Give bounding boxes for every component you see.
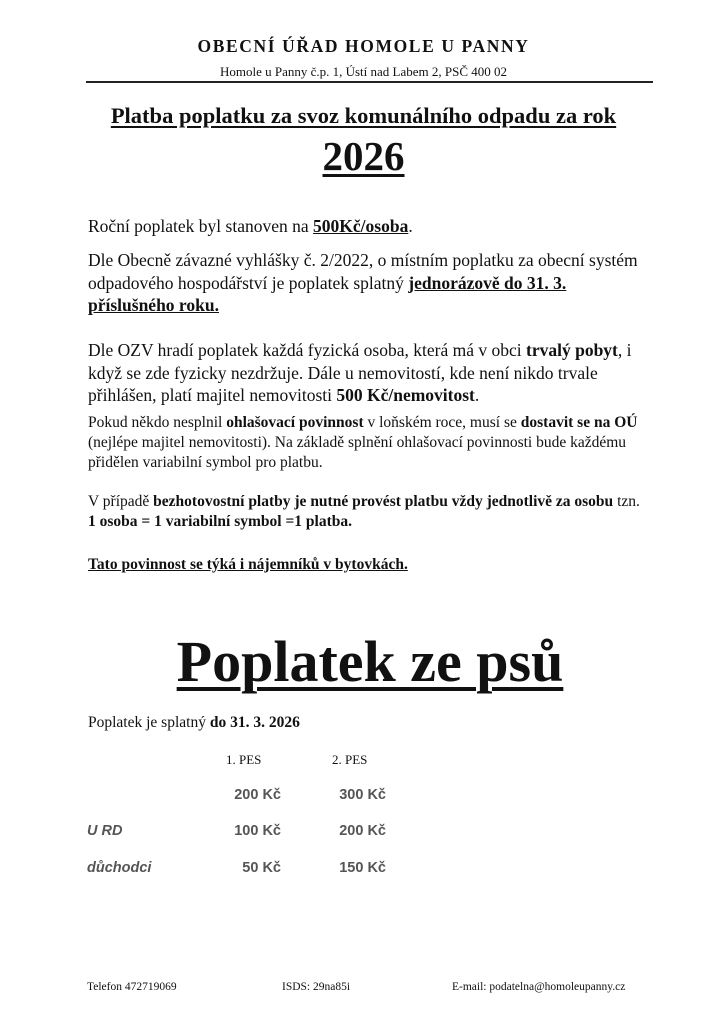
column-header-first-dog: 1. PES [226, 752, 262, 767]
table-cell: 50 Kč [242, 860, 281, 876]
property-fee: 500 Kč/nemovitost [336, 385, 475, 405]
footer-email[interactable]: E-mail: podatelna@homoleupanny.cz [452, 981, 626, 993]
reporting-duty-paragraph [88, 413, 648, 473]
text: Dle Obecně závazné vyhlášky č. 2/2022, o místním poplatku za obecní systém odpadového hospodářství je poplatek splatný [88, 250, 638, 293]
annual-fee-paragraph [88, 215, 648, 238]
dog-fee-due [88, 714, 300, 732]
text: V případě [88, 493, 154, 510]
table-cell: 300 Kč [339, 787, 386, 803]
text: . [408, 216, 413, 236]
text: (nejlépe majitel nemovitosti). Na základě splnění ohlašovací povinnosti bude každému přidělen variabilní symbol pro platbu. [88, 434, 627, 471]
row-label: U RD [87, 823, 123, 839]
waste-fee-year: 2026 [322, 133, 405, 179]
table-cell: 200 Kč [339, 823, 386, 839]
ozv-paragraph [88, 339, 648, 407]
tenants-note [88, 555, 648, 575]
emphasis: ohlašovací povinnost [226, 414, 364, 431]
text: Roční poplatek byl stanoven na [88, 216, 314, 236]
waste-fee-title: Platba poplatku za svoz komunálního odpadu za rok [110, 103, 617, 128]
footer-isds: ISDS: 29na85i [282, 981, 351, 993]
regulation-paragraph [88, 249, 648, 317]
header-divider [86, 81, 653, 83]
table-cell: 100 Kč [234, 823, 281, 839]
table-cell: 150 Kč [339, 860, 386, 876]
dog-fee-title: Poplatek ze psů [176, 629, 564, 694]
office-address: Homole u Panny č.p. 1, Ústí nad Labem 2, PSČ 400 02 [219, 64, 508, 79]
footer-phone: Telefon 472719069 [87, 981, 177, 993]
emphasis: 1 osoba = 1 variabilní symbol =1 platba. [88, 513, 352, 530]
office-name: OBECNÍ ÚŘAD HOMOLE U PANNY [197, 36, 530, 56]
text: Pokud někdo nesplnil [88, 414, 227, 431]
text: Poplatek je splatný [88, 714, 210, 731]
emphasis: bezhotovostní platby je nutné provést platbu vždy jednotlivě za osobu [153, 493, 614, 510]
text: v loňském roce, musí se [363, 414, 521, 431]
tenants-note-text: Tato povinnost se týká i nájemníků v bytovkách. [88, 556, 408, 573]
emphasis: trvalý pobyt [526, 340, 618, 360]
row-label: důchodci [87, 860, 152, 876]
text: . [474, 385, 480, 405]
table-cell: 200 Kč [234, 787, 281, 803]
due-date: do 31. 3. 2026 [209, 714, 300, 731]
cashless-payment-paragraph [88, 492, 648, 532]
text: Dle OZV hradí poplatek každá fyzická osoba, která má v obci [88, 340, 526, 360]
text: tzn. [613, 493, 640, 510]
fee-amount: 500Kč/osoba [313, 216, 409, 236]
column-header-second-dog: 2. PES [332, 752, 368, 767]
due-date-emphasis: jednorázově do 31. 3. příslušného roku. [88, 272, 567, 315]
emphasis: dostavit se na OÚ [520, 414, 638, 431]
text: , i když se zde fyzicky nezdržuje. Dále u nemovitostí, kde není nikdo trvale přihlášen, platí majitel nemovitosti [88, 340, 632, 405]
